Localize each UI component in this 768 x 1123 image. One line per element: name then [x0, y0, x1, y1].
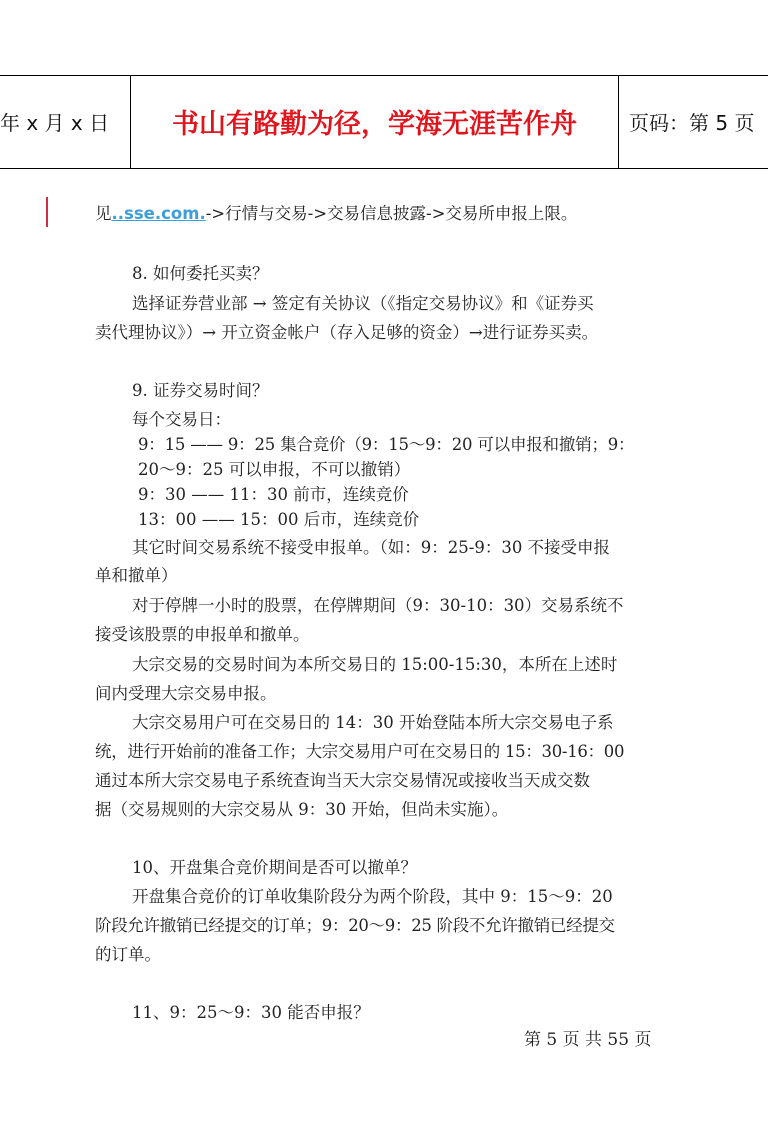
header-bottom-border — [0, 168, 768, 169]
q8-line-2: 卖代理协议》）→ 开立资金帐户（存入足够的资金）→进行证券买卖。 — [95, 323, 599, 342]
page-footer: 第 5 页 共 55 页 — [524, 1030, 652, 1050]
q9-line-3: 20～9：25 可以申报，不可以撤销） — [138, 460, 411, 479]
q10-line-1: 开盘集合竞价的订单收集阶段分为两个阶段，其中 9：15～9：20 — [132, 887, 613, 906]
header-page-number: 页码：第 5 页 — [629, 111, 755, 135]
q9-line-1: 每个交易日： — [132, 410, 231, 429]
intro-prefix: 见 — [95, 204, 112, 223]
intro-suffix: ->行情与交易->交易信息披露->交易所申报上限。 — [205, 204, 578, 223]
q9-line-7: 单和撤单） — [95, 566, 178, 585]
q11-title: 11、9：25～9：30 能否申报？ — [132, 1003, 370, 1022]
q10-line-3: 的订单。 — [95, 945, 161, 964]
header-date: 年 x 月 x 日 — [0, 111, 110, 135]
q10-line-2: 阶段允许撤销已经提交的订单；9：20～9：25 阶段不允许撤销已经提交 — [95, 916, 615, 935]
sse-link[interactable]: ..sse.com. — [111, 204, 206, 223]
q9-line-2: 9：15 —— 9：25 集合竞价（9：15～9：20 可以申报和撤销；9： — [138, 435, 635, 454]
q9-line-14: 通过本所大宗交易电子系统查询当天大宗交易情况或接收当天成交数 — [95, 771, 590, 790]
q9-title: 9. 证券交易时间？ — [132, 381, 269, 400]
q8-title: 8. 如何委托买卖？ — [132, 264, 269, 283]
q9-line-4: 9：30 —— 11：30 前市，连续竞价 — [138, 485, 409, 504]
q8-line-1: 选择证券营业部 → 签定有关协议（《指定交易协议》和《证券买 — [132, 294, 594, 313]
q9-line-6: 其它时间交易系统不接受申报单。（如：9：25-9：30 不接受申报 — [132, 538, 611, 557]
revision-mark — [46, 197, 48, 227]
q9-line-12: 大宗交易用户可在交易日的 14：30 开始登陆本所大宗交易电子系 — [132, 713, 614, 732]
header-motto: 书山有路勤为径，学海无涯苦作舟 — [172, 109, 577, 140]
q9-line-8: 对于停牌一小时的股票，在停牌期间（9：30-10：30）交易系统不 — [132, 596, 624, 615]
q9-line-15: 据（交易规则的大宗交易从 9：30 开始，但尚未实施）。 — [95, 800, 509, 819]
q10-title: 10、开盘集合竞价期间是否可以撤单？ — [132, 858, 417, 877]
q9-line-10: 大宗交易的交易时间为本所交易日的 15:00-15:30，本所在上述时 — [132, 655, 618, 674]
q9-line-5: 13：00 —— 15：00 后市，连续竞价 — [138, 510, 420, 529]
q9-line-11: 间内受理大宗交易申报。 — [95, 684, 277, 703]
q9-line-9: 接受该股票的申报单和撤单。 — [95, 625, 310, 644]
intro-line — [95, 200, 577, 224]
q9-line-13: 统，进行开始前的准备工作；大宗交易用户可在交易日的 15：30-16：00 — [95, 742, 625, 761]
